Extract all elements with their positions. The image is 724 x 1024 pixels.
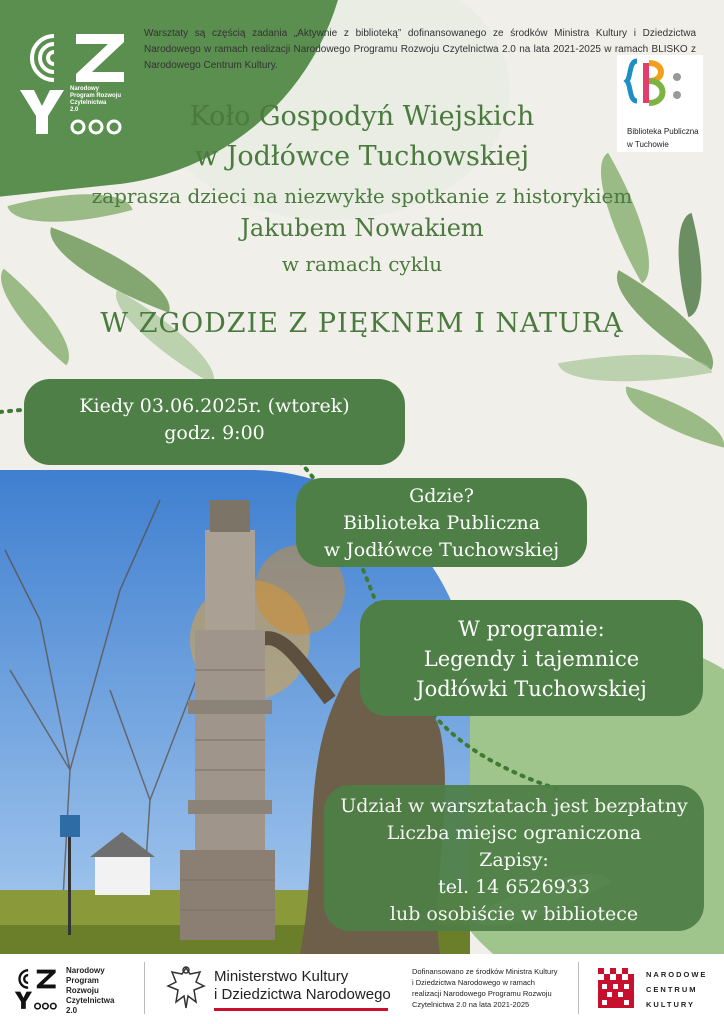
cycle-intro: w ramach cyklu bbox=[281, 252, 443, 276]
npr-logo-caption: Narodowy Program Rozwoju Czytelnictwa 2.0 bbox=[70, 86, 122, 113]
speaker-name: Jakubem Nowakiem bbox=[240, 214, 484, 242]
funding-footer-text: Dofinansowano ze środków Ministra Kultury i Dziedzictwa Narodowego w ramach realizacji Narodowego Programu Rozwoju Czytelnictwa 2.0 na lata 2021-2025 bbox=[412, 967, 558, 1009]
footer-divider bbox=[578, 962, 579, 1014]
ministry-name: Ministerstwo Kultury i Dziedzictwa Narodowego bbox=[214, 968, 391, 1003]
info-free: Udział w warsztatach jest bezpłatny bbox=[340, 795, 688, 817]
program-topic-line1: Legendy i tajemnice bbox=[423, 647, 640, 671]
npr-logo bbox=[18, 30, 130, 142]
where-box bbox=[296, 478, 587, 567]
when-box bbox=[24, 379, 405, 465]
npr-footer-logo-icon bbox=[14, 968, 58, 1012]
nck-logo-text: NARODOWE CENTRUM KULTURY bbox=[646, 970, 708, 1009]
info-in-person: lub osobiście w bibliotece bbox=[389, 903, 639, 925]
where-place: Biblioteka Publiczna bbox=[342, 512, 541, 534]
where-label: Gdzie? bbox=[409, 485, 474, 507]
footer bbox=[0, 954, 724, 1024]
info-box bbox=[324, 785, 704, 931]
nck-logo-icon bbox=[598, 968, 638, 1008]
cycle-title: W ZGODZIE Z PIĘKNEM I NATURĄ bbox=[100, 308, 624, 339]
info-limited: Liczba miejsc ograniczona bbox=[386, 822, 642, 844]
library-logo-caption: Biblioteka Publiczna w Tuchowie bbox=[627, 127, 699, 149]
library-logo-icon bbox=[617, 55, 703, 117]
title-location: w Jodłówce Tuchowskiej bbox=[194, 141, 530, 172]
program-box bbox=[360, 600, 703, 716]
title-organizer: Koło Gospodyń Wiejskich bbox=[189, 101, 535, 132]
funding-note: Warsztaty są częścią zadania „Aktywnie z biblioteką” dofinansowanego ze środków Ministra Kultury i Dziedzictwa Narodowego w ramach realizacji Narodowego Programu Rozwoju Czytelnictwa 2.0 na lata 2021-2025 w ramach BLISKO z Narodowego Centrum Kultury. bbox=[144, 28, 696, 71]
eagle-emblem-icon bbox=[166, 964, 206, 1012]
npr-footer-text: Narodowy Program Rozwoju Czytelnictwa 2.0 bbox=[66, 966, 115, 1015]
program-topic-line2: Jodłówki Tuchowskiej bbox=[416, 677, 647, 701]
when-time: godz. 9:00 bbox=[164, 422, 265, 444]
where-town: w Jodłówce Tuchowskiej bbox=[323, 539, 560, 561]
library-logo bbox=[617, 55, 703, 152]
info-signup: Zapisy: bbox=[479, 849, 549, 871]
invitation-text: zaprasza dzieci na niezwykłe spotkanie z historykiem bbox=[91, 184, 633, 208]
footer-divider bbox=[144, 962, 145, 1014]
program-label: W programie: bbox=[458, 617, 605, 641]
info-phone: tel. 14 6526933 bbox=[438, 876, 590, 898]
when-date: Kiedy 03.06.2025r. (wtorek) bbox=[79, 395, 350, 417]
ministry-underline bbox=[214, 1008, 388, 1011]
